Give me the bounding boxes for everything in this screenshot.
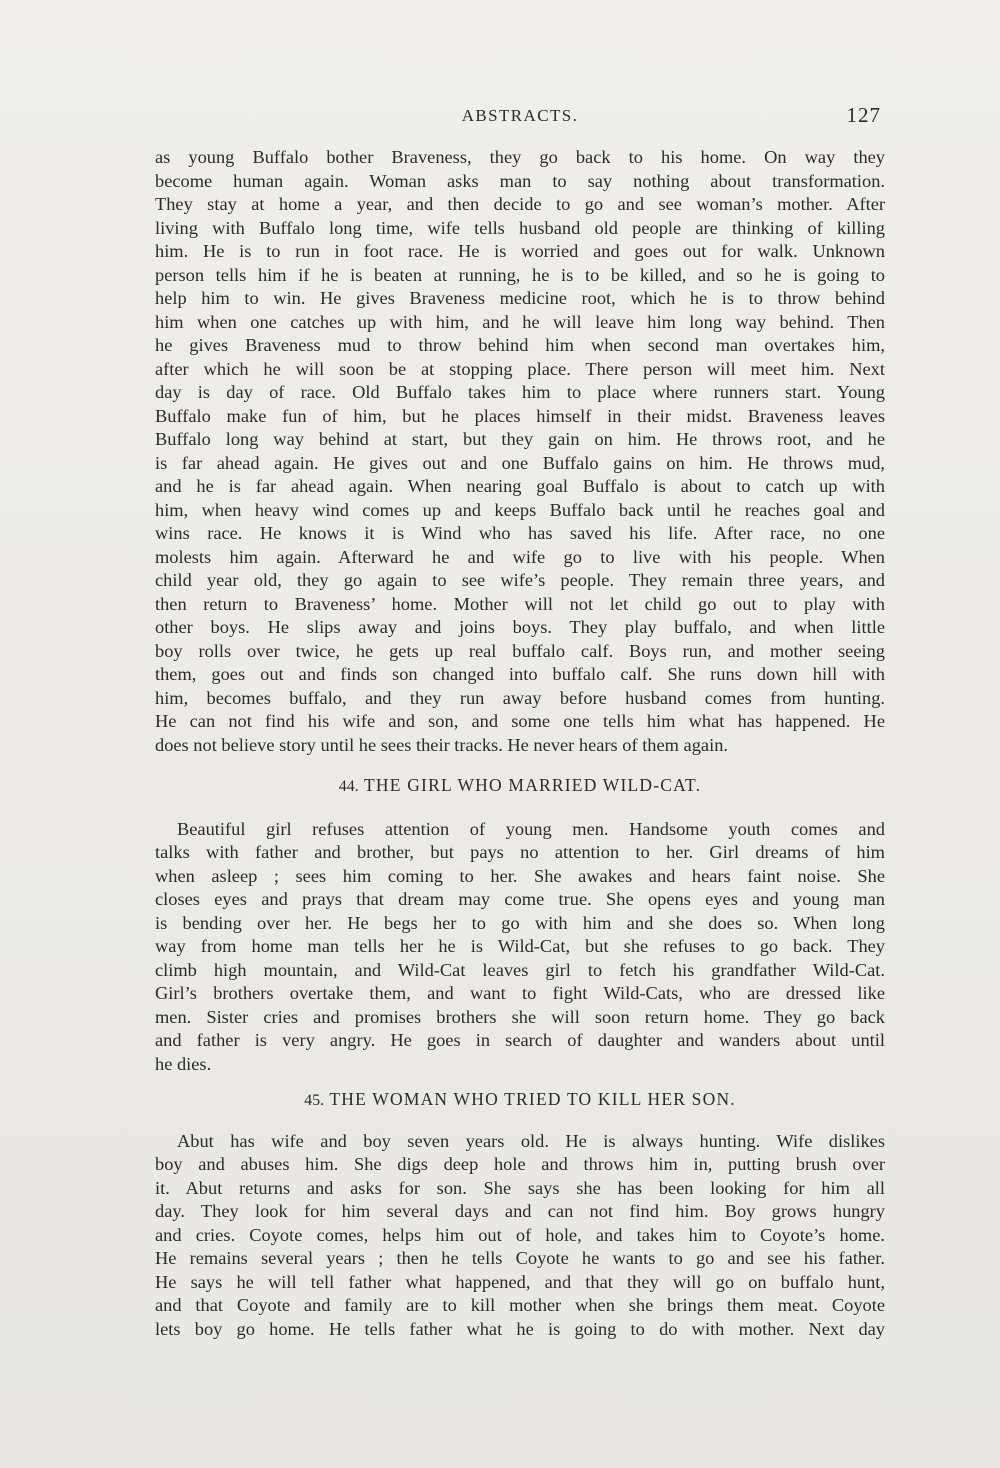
text-line: boy rolls over twice, he gets up real buffalo calf. Boys run, and mother seeing	[155, 640, 885, 661]
text-line: wins race. He knows it is Wind who has saved his life. After race, no one	[155, 523, 885, 543]
text-line: help him to win. He gives Braveness medicine root, which he is to throw behind	[155, 288, 885, 308]
text-line: him. He is to run in foot race. He is worried and goes out for walk. Unknown	[155, 241, 885, 261]
page-number: 127	[846, 103, 881, 127]
text-line: way from home man tells her he is Wild-Cat, but she refuses to go back. They	[155, 936, 885, 956]
text-line: and father is very angry. He goes in search of daughter and wanders about until	[155, 1030, 885, 1050]
text-line: after which he will soon be at stopping place. There person will meet him. Next	[155, 358, 885, 379]
text-line: is bending over her. He begs her to go with him and she does so. When long	[155, 912, 885, 933]
text-line: when asleep ; sees him coming to her. She awakes and hears faint noise. She	[155, 865, 885, 886]
text-line: Beautiful girl refuses attention of young men. Handsome youth comes and	[177, 818, 885, 839]
text-line: and he is far ahead again. When nearing goal Buffalo is about to catch up with	[155, 476, 885, 496]
text-line: it. Abut returns and asks for son. She says she has been looking for him all	[155, 1177, 885, 1198]
text-line: men. Sister cries and promises brothers she will soon return home. They go back	[155, 1006, 885, 1027]
text-line: does not believe story until he sees their tracks. He never hears of them again.	[155, 734, 728, 755]
section-number: 44.	[338, 778, 359, 795]
section-title: THE GIRL WHO MARRIED WILD-CAT.	[364, 775, 702, 795]
text-line: then return to Braveness’ home. Mother will not let child go out to play with	[155, 593, 885, 614]
text-line: molests him again. Afterward he and wife go to live with his people. When	[155, 546, 885, 567]
text-line: person tells him if he is beaten at running, he is to be killed, and so he is going to	[155, 264, 885, 285]
section-number: 45.	[304, 1092, 325, 1109]
running-head-title: ABSTRACTS.	[461, 106, 579, 125]
paragraph-section-44	[155, 818, 885, 1077]
text-line: them, goes out and finds son changed into buffalo calf. She runs down hill with	[155, 664, 885, 684]
text-line: Buffalo long way behind at start, but they gain on him. He throws root, and he	[155, 429, 885, 449]
text-line: They stay at home a year, and then decide to go and see woman’s mother. After	[155, 194, 885, 214]
text-line: He says he will tell father what happened, and that they will go on buffalo hunt,	[155, 1271, 885, 1292]
text-line: become human again. Woman asks man to say nothing about transformation.	[155, 170, 885, 191]
text-line: Girl’s brothers overtake them, and want to fight Wild-Cats, who are dressed like	[155, 983, 885, 1003]
text-line: climb high mountain, and Wild-Cat leaves girl to fetch his grandfather Wild-Cat.	[155, 959, 885, 980]
text-line: other boys. He slips away and joins boys. They play buffalo, and when little	[155, 617, 885, 637]
text-line: him when one catches up with him, and he will leave him long way behind. Then	[155, 311, 885, 332]
text-line: day. They look for him several days and can not find him. Boy grows hungry	[155, 1201, 885, 1221]
text-line: him, becomes buffalo, and they run away before husband comes from hunting.	[155, 687, 885, 708]
text-line: he gives Braveness mud to throw behind him when second man overtakes him,	[155, 335, 885, 355]
text-line: closes eyes and prays that dream may come true. She opens eyes and young man	[155, 889, 885, 909]
text-line: He can not find his wife and son, and some one tells him what has happened. He	[155, 711, 885, 731]
text-line: lets boy go home. He tells father what he is going to do with mother. Next day	[155, 1318, 885, 1339]
text-line: talks with father and brother, but pays no attention to her. Girl dreams of him	[155, 842, 885, 862]
text-line: is far ahead again. He gives out and one Buffalo gains on him. He throws mud,	[155, 452, 885, 473]
text-line: and that Coyote and family are to kill mother when she brings them meat. Coyote	[155, 1295, 885, 1315]
text-line: and cries. Coyote comes, helps him out of hole, and takes him to Coyote’s home.	[155, 1224, 885, 1245]
paragraph-continued	[155, 146, 885, 757]
text-line: Buffalo make fun of him, but he places himself in their midst. Braveness leaves	[155, 405, 885, 426]
text-line: him, when heavy wind comes up and keeps Buffalo back until he reaches goal and	[155, 499, 885, 520]
page-body	[155, 146, 885, 1341]
text-line: living with Buffalo long time, wife tells husband old people are thinking of killing	[155, 217, 885, 238]
text-line: child year old, they go again to see wife’s people. They remain three years, and	[155, 570, 885, 590]
text-line: boy and abuses him. She digs deep hole and throws him in, putting brush over	[155, 1154, 885, 1174]
text-line: Abut has wife and boy seven years old. He is always hunting. Wife dislikes	[177, 1130, 885, 1151]
section-title: THE WOMAN WHO TRIED TO KILL HER SON.	[329, 1089, 736, 1109]
section-heading-45	[155, 1088, 885, 1113]
text-line: as young Buffalo bother Braveness, they go back to his home. On way they	[155, 147, 885, 167]
text-line: day is day of race. Old Buffalo takes him to place where runners start. Young	[155, 382, 885, 402]
section-heading-44	[155, 774, 885, 799]
text-line: He remains several years ; then he tells Coyote he wants to go and see his father.	[155, 1248, 885, 1268]
paragraph-section-45	[155, 1130, 885, 1342]
text-line: he dies.	[155, 1053, 212, 1074]
running-head	[155, 103, 885, 131]
